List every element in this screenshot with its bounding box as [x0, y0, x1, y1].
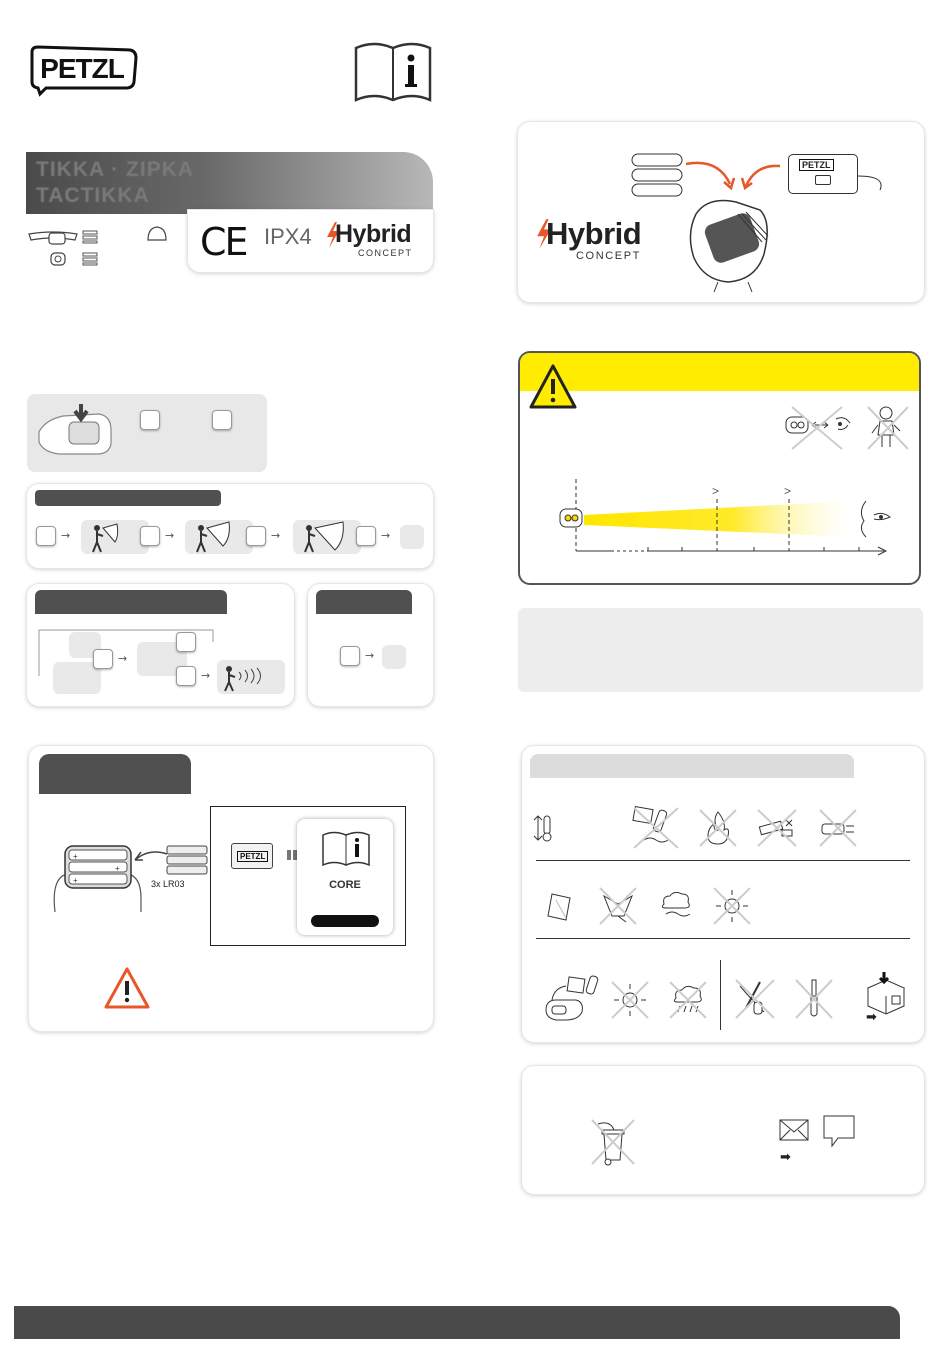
button-press-icon [140, 410, 160, 430]
chat-bubble-icon [822, 1114, 858, 1150]
off-box [400, 525, 424, 549]
no-chemicals-icon [598, 886, 638, 926]
button-press-icon [140, 526, 160, 546]
zipka-reel-icon [49, 251, 67, 272]
no-trash-bin-icon [590, 1118, 636, 1166]
no-tools-icon [794, 978, 834, 1020]
variant-icon [82, 230, 98, 244]
arrow-icon: → [381, 529, 391, 542]
core-brand: PETZL [799, 159, 834, 171]
button-press-icon [176, 666, 196, 686]
button-press-icon [176, 632, 196, 652]
mode-box [293, 520, 361, 554]
svg-text:>: > [784, 484, 792, 498]
mode-box [185, 520, 253, 554]
arrow-icon: → [165, 529, 175, 542]
mode-box [81, 520, 149, 554]
certification-card [188, 210, 433, 272]
petzl-logo [26, 44, 138, 96]
core-label: CORE [329, 879, 361, 891]
section-header-bar [35, 590, 227, 614]
section-header-bar [316, 590, 412, 614]
hybrid-logo: Hybrid [335, 220, 412, 248]
humidity-icon [656, 890, 694, 922]
no-short-circuit-icon [818, 808, 858, 848]
no-stare-eye-icon [782, 405, 858, 453]
hybrid-concept: CONCEPT [358, 248, 413, 258]
no-sun-icon [712, 886, 752, 926]
hybrid-concept-large: CONCEPT [576, 250, 641, 262]
lock-card [308, 584, 433, 706]
no-water-immersion-icon [630, 804, 684, 850]
variant-icon [82, 252, 98, 266]
svg-text:>: > [712, 484, 720, 498]
core-battery-icon [231, 843, 273, 869]
note-panel [518, 608, 923, 692]
button-press-icon [212, 410, 232, 430]
divider [536, 860, 910, 861]
footer-bar [14, 1306, 900, 1339]
product-subtitle: TACTIKKA [36, 184, 150, 207]
core-brand: PETZL [237, 851, 268, 862]
button-press-icon [340, 646, 360, 666]
no-sun-icon [610, 980, 650, 1020]
ce-mark: CE [200, 220, 247, 264]
svg-text:+: + [73, 876, 78, 885]
arrow-icon: → [365, 649, 375, 662]
temperature-icon [532, 814, 556, 842]
no-fire-icon [698, 808, 738, 848]
no-crush-icon [756, 808, 800, 848]
mail-icon [778, 1118, 810, 1142]
document-icon [544, 890, 576, 924]
ip-rating: IPX4 [264, 224, 312, 249]
section-header-bar [35, 490, 221, 506]
arrow-right-icon: ➡ [780, 1150, 791, 1165]
red-light-card [27, 584, 294, 706]
product-title-banner [26, 152, 433, 214]
info-book-icon [352, 38, 434, 106]
core-cable [856, 162, 896, 192]
core-battery-icon [788, 154, 858, 194]
core-manual-box [297, 819, 393, 935]
no-rain-icon [668, 980, 708, 1020]
battery-count-label: 3x LR03 [151, 879, 185, 889]
warning-icon [103, 966, 151, 1010]
care-storage-card [522, 746, 924, 1042]
button-press-icon [356, 526, 376, 546]
core-manual-link[interactable] [311, 915, 379, 927]
beam-distance-diagram [554, 479, 904, 559]
no-children-icon [864, 405, 914, 453]
strobe-mode-box [217, 660, 285, 694]
button-press-icon [36, 526, 56, 546]
brand-name: PETZL [40, 53, 124, 84]
section-header-bar [39, 754, 191, 794]
section-header-bar [530, 754, 854, 778]
lighting-modes-card [27, 484, 433, 568]
battery-card [29, 746, 433, 1031]
headlamp-illustration [678, 184, 788, 294]
headlamp-icon [27, 228, 79, 251]
svg-text:+: + [73, 852, 78, 861]
disposal-contact-card [522, 1066, 924, 1194]
svg-text:+: + [115, 864, 120, 873]
warning-header-bar [520, 353, 919, 391]
arrow-right-icon: ➡ [866, 1010, 877, 1025]
product-title: TIKKA · ZIPKA [36, 158, 195, 181]
hybrid-logo-large: Hybrid [546, 216, 642, 251]
core-box [210, 806, 406, 946]
no-modification-icon [734, 978, 776, 1020]
divider [536, 938, 910, 939]
arrow-icon: → [118, 652, 128, 665]
remove-batteries-storage-icon [542, 972, 604, 1022]
battery-compartment-illustration [49, 838, 209, 918]
button-press-icon [93, 649, 113, 669]
warning-icon [528, 363, 578, 411]
arrow-icon: → [61, 529, 71, 542]
button-press-icon [246, 526, 266, 546]
arrow-icon: → [271, 529, 281, 542]
arrow-icon: → [201, 669, 211, 682]
button-panel [27, 394, 267, 472]
hybrid-concept-card [518, 122, 924, 302]
divider-vertical [720, 960, 721, 1030]
lock-box [382, 645, 406, 669]
light-safety-warning-card [518, 351, 921, 585]
helmet-icon [146, 224, 168, 249]
